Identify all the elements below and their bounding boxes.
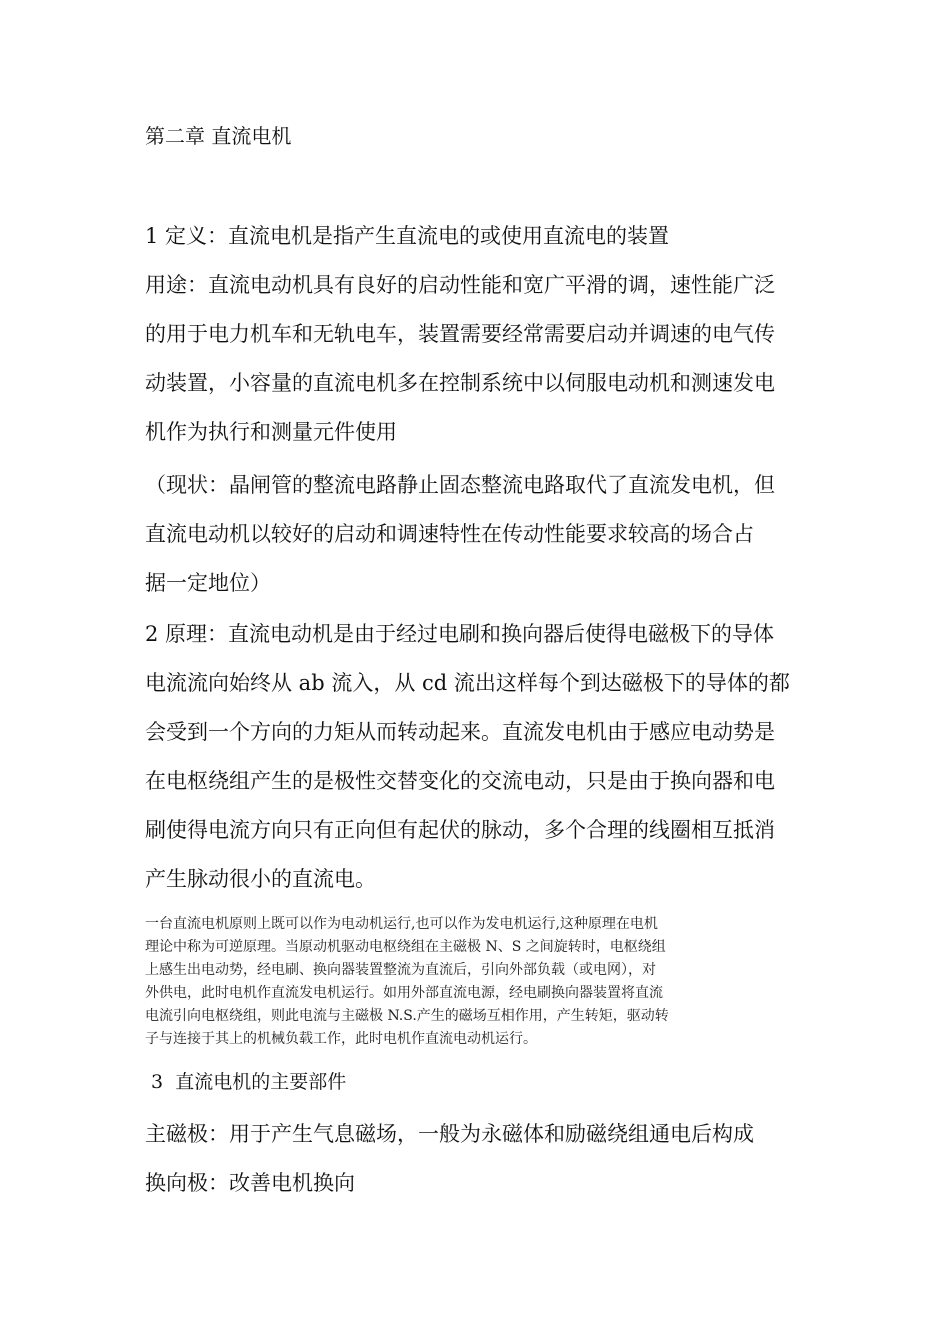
principle-line: 会受到一个方向的力矩从而转动起来。直流发电机由于感应电动势是 [145, 720, 775, 744]
reversibility-note [145, 913, 810, 1051]
note-line: 一台直流电机原则上既可以作为电动机运行,也可以作为发电机运行,这种原理在电机 [145, 916, 658, 932]
chapter-title: 第二章 直流电机 [145, 124, 292, 148]
usage-line: 的用于电力机车和无轨电车，装置需要经常需要启动并调速的电气传 [145, 322, 775, 346]
note-line: 理论中称为可逆原理。当原动机驱动电枢绕组在主磁极 N、S 之间旋转时，电枢绕组 [145, 939, 666, 955]
section-heading: 3 直流电机的主要部件 [145, 1071, 347, 1093]
status-line: 直流电动机以较好的启动和调速特性在传动性能要求较高的场合占 [145, 522, 754, 546]
section-1-definition [145, 212, 810, 261]
component-list [145, 1110, 810, 1208]
usage-line: 机作为执行和测量元件使用 [145, 420, 397, 444]
principle-line: 2 原理：直流电动机是由于经过电刷和换向器后使得电磁极下的导体 [145, 622, 775, 646]
section-3-heading [145, 1062, 810, 1102]
note-line: 上感生出电动势，经电刷、换向器装置整流为直流后，引向外部负载（或电网），对 [145, 962, 656, 978]
status-line: （现状：晶闸管的整流电路静止固态整流电路取代了直流发电机，但 [145, 473, 775, 497]
principle-line: 刷使得电流方向只有正向但有起伏的脉动，多个合理的线圈相互抵消 [145, 818, 775, 842]
status-paragraph [145, 461, 810, 608]
note-line: 外供电，此时电机作直流发电机运行。如用外部直流电源，经电刷换向器装置将直流 [145, 985, 663, 1001]
usage-line: 动装置，小容量的直流电机多在控制系统中以伺服电动机和测速发电 [145, 371, 775, 395]
principle-line: 电流流向始终从 ab 流入，从 cd 流出这样每个到达磁极下的导体的都 [145, 671, 790, 695]
principle-line: 在电枢绕组产生的是极性交替变化的交流电动，只是由于换向器和电 [145, 769, 775, 793]
component-item: 主磁极：用于产生气息磁场，一般为永磁体和励磁绕组通电后构成 [145, 1122, 754, 1146]
principle-paragraph [145, 610, 810, 904]
status-line: 据一定地位） [145, 571, 271, 595]
note-line: 电流引向电枢绕组，则此电流与主磁极 N.S.产生的磁场互相作用，产生转矩，驱动转 [145, 1008, 669, 1024]
usage-paragraph [145, 261, 810, 457]
usage-line: 用途：直流电动机具有良好的启动性能和宽广平滑的调，速性能广泛 [145, 273, 775, 297]
principle-line: 产生脉动很小的直流电。 [145, 867, 376, 891]
component-item: 换向极：改善电机换向 [145, 1171, 355, 1195]
note-line: 子与连接于其上的机械负载工作，此时电机作直流电动机运行。 [145, 1031, 537, 1047]
definition-line: 1 定义：直流电机是指产生直流电的或使用直流电的装置 [145, 224, 670, 248]
